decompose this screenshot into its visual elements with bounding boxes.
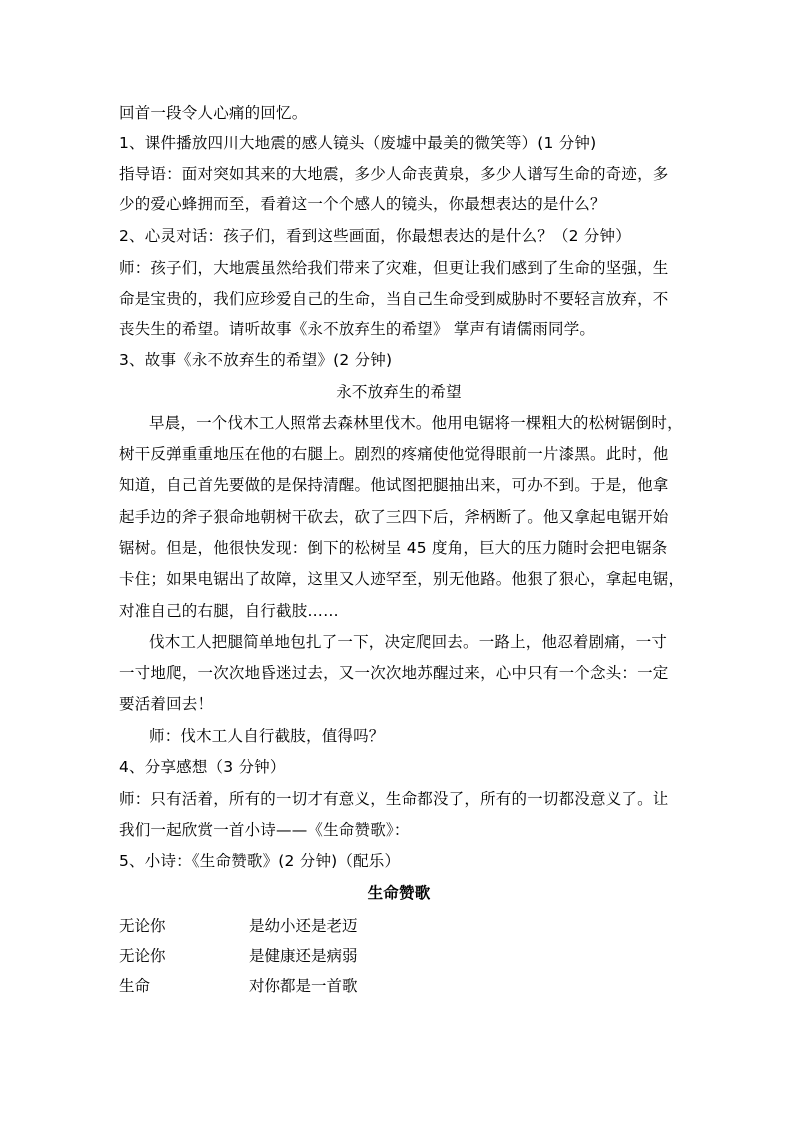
teacher-question: 师：伐木工人自行截肢，值得吗？ <box>149 727 385 745</box>
step-2-heading: 2、心灵对话：孩子们，看到这些画面，你最想表达的是什么？（2 分钟） <box>119 227 631 245</box>
poem-right: 对你都是一首歌 <box>249 977 358 995</box>
teacher-line-5: 我们一起欣赏一首小诗——《生命赞歌》： <box>119 821 410 839</box>
story-title: 永不放弃生的希望 <box>336 383 462 401</box>
story-line-5: 锯树。但是，他很快发现：倒下的松树呈 45 度角，巨大的压力随时会把电锯条 <box>119 539 668 557</box>
story-line-1: 早晨，一个伐木工人照常去森林里伐木。他用电锯将一棵粗大的松树锯倒时， <box>149 414 683 432</box>
poem-title: 生命赞歌 <box>367 884 431 902</box>
story-line-8: 伐木工人把腿简单地包扎了一下，决定爬回去。一路上，他忍着剧痛，一寸 <box>149 633 668 651</box>
story-line-7: 对准自己的右腿，自行截肢…… <box>119 602 339 620</box>
intro-line: 回首一段令人心痛的回忆。 <box>119 104 308 122</box>
story-line-3: 知道，自己首先要做的是保持清醒。他试图把腿抽出来，可办不到。于是，他拿 <box>119 476 669 494</box>
guide-line-2: 少的爱心蜂拥而至，看着这一个个感人的镜头，你最想表达的是什么？ <box>119 195 606 213</box>
poem-left: 生命 <box>119 977 151 995</box>
story-line-4: 起手边的斧子狠命地朝树干砍去，砍了三四下后，斧柄断了。他又拿起电锯开始 <box>119 508 669 526</box>
step-5-heading: 5、小诗：《生命赞歌》(2 分钟)（配乐） <box>119 852 401 870</box>
poem-left: 无论你 <box>119 917 166 935</box>
teacher-line-4: 师：只有活着，所有的一切才有意义，生命都没了，所有的一切都没意义了。让 <box>119 790 669 808</box>
step-4-heading: 4、分享感想（3 分钟） <box>119 758 286 776</box>
poem-right: 是健康还是病弱 <box>249 947 358 965</box>
story-line-6: 卡住；如果电锯出了故障，这里又人迹罕至，别无他路。他狠了狠心，拿起电锯， <box>119 570 685 588</box>
story-line-9: 一寸地爬，一次次地昏迷过去，又一次次地苏醒过来，心中只有一个念头：一定 <box>119 664 669 682</box>
story-line-2: 树干反弹重重地压在他的右腿上。剧烈的疼痛使他觉得眼前一片漆黑。此时，他 <box>119 445 669 463</box>
step-1-heading: 1、课件播放四川大地震的感人镜头（废墟中最美的微笑等）(1 分钟) <box>119 134 597 152</box>
story-line-10: 要活着回去！ <box>119 695 214 713</box>
teacher-line-2: 命是宝贵的，我们应珍爱自己的生命，当自己生命受到威胁时不要轻言放弃，不 <box>119 290 669 308</box>
teacher-line-1: 师：孩子们，大地震虽然给我们带来了灾难，但更让我们感到了生命的坚强，生 <box>119 259 669 277</box>
poem-right: 是幼小还是老迈 <box>249 917 358 935</box>
step-3-heading: 3、故事《永不放弃生的希望》(2 分钟) <box>119 351 393 369</box>
poem-left: 无论你 <box>119 947 166 965</box>
guide-line-1: 指导语：面对突如其来的大地震，多少人命丧黄泉，多少人谱写生命的奇迹，多 <box>119 165 669 183</box>
teacher-line-3: 丧失生的希望。请听故事《永不放弃生的希望》 掌声有请儒雨同学。 <box>119 320 596 338</box>
